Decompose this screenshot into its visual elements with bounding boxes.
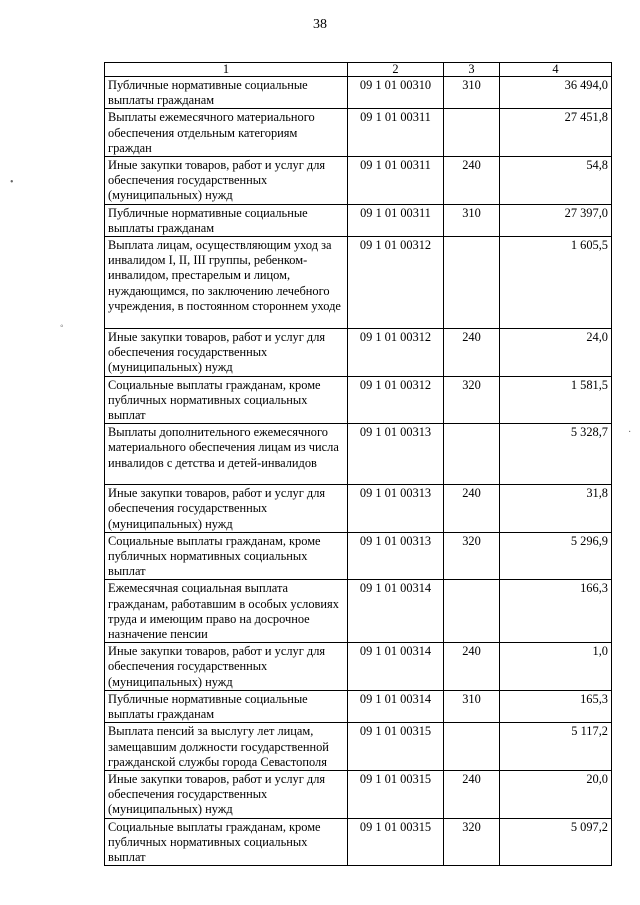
cell-expense-type: 320 xyxy=(444,376,500,424)
cell-expense-type: 320 xyxy=(444,818,500,866)
cell-amount: 5 117,2 xyxy=(500,723,612,771)
cell-expense-type: 240 xyxy=(444,329,500,377)
cell-amount: 54,8 xyxy=(500,157,612,205)
cell-code: 09 1 01 00315 xyxy=(348,818,444,866)
cell-expense-type: 310 xyxy=(444,690,500,722)
cell-name: Выплата лицам, осуществляющим уход за инвалидом I, II, III группы, ребенком-инвалидом, престарелым и лицом, нуждающимся, по заключению лечебного учреждения, в постоянном стороннем уходе xyxy=(105,237,348,329)
cell-name: Выплаты ежемесячного материального обеспечения отдельным категориям граждан xyxy=(105,109,348,157)
cell-name: Публичные нормативные социальные выплаты гражданам xyxy=(105,204,348,236)
cell-amount: 5 296,9 xyxy=(500,532,612,580)
cell-code: 09 1 01 00314 xyxy=(348,580,444,643)
table-row xyxy=(105,329,612,377)
scan-speck: • xyxy=(10,177,14,188)
table-row xyxy=(105,485,612,533)
cell-name: Социальные выплаты гражданам, кроме публичных нормативных социальных выплат xyxy=(105,532,348,580)
cell-name: Социальные выплаты гражданам, кроме публичных нормативных социальных выплат xyxy=(105,818,348,866)
cell-amount: 20,0 xyxy=(500,770,612,818)
cell-code: 09 1 01 00313 xyxy=(348,424,444,485)
table-row xyxy=(105,532,612,580)
cell-name: Публичные нормативные социальные выплаты гражданам xyxy=(105,690,348,722)
header-col-4: 4 xyxy=(500,63,612,77)
table-row xyxy=(105,818,612,866)
cell-amount: 27 451,8 xyxy=(500,109,612,157)
cell-name: Иные закупки товаров, работ и услуг для обеспечения государственных (муниципальных) нужд xyxy=(105,329,348,377)
cell-amount: 24,0 xyxy=(500,329,612,377)
budget-table xyxy=(104,62,612,866)
table-row xyxy=(105,204,612,236)
table-row xyxy=(105,157,612,205)
table-row xyxy=(105,580,612,643)
header-col-3: 3 xyxy=(444,63,500,77)
cell-code: 09 1 01 00313 xyxy=(348,532,444,580)
cell-amount: 5 097,2 xyxy=(500,818,612,866)
table-row xyxy=(105,424,612,485)
cell-code: 09 1 01 00312 xyxy=(348,376,444,424)
cell-amount: 1 605,5 xyxy=(500,237,612,329)
table-row xyxy=(105,237,612,329)
scan-speck: ◦ xyxy=(60,321,64,332)
header-col-1: 1 xyxy=(105,63,348,77)
cell-expense-type xyxy=(444,723,500,771)
cell-name: Иные закупки товаров, работ и услуг для обеспечения государственных (муниципальных) нужд xyxy=(105,643,348,691)
header-col-2: 2 xyxy=(348,63,444,77)
cell-expense-type xyxy=(444,237,500,329)
cell-expense-type: 310 xyxy=(444,204,500,236)
table-row xyxy=(105,643,612,691)
table-header-row xyxy=(105,63,612,77)
cell-amount: 1,0 xyxy=(500,643,612,691)
cell-amount: 36 494,0 xyxy=(500,77,612,109)
cell-name: Публичные нормативные социальные выплаты гражданам xyxy=(105,77,348,109)
cell-name: Иные закупки товаров, работ и услуг для обеспечения государственных (муниципальных) нужд xyxy=(105,157,348,205)
cell-code: 09 1 01 00315 xyxy=(348,723,444,771)
cell-code: 09 1 01 00312 xyxy=(348,237,444,329)
cell-expense-type: 240 xyxy=(444,157,500,205)
table-row xyxy=(105,376,612,424)
cell-expense-type: 240 xyxy=(444,770,500,818)
cell-name: Социальные выплаты гражданам, кроме публичных нормативных социальных выплат xyxy=(105,376,348,424)
cell-expense-type: 320 xyxy=(444,532,500,580)
cell-expense-type xyxy=(444,424,500,485)
table-row xyxy=(105,109,612,157)
cell-code: 09 1 01 00314 xyxy=(348,643,444,691)
cell-code: 09 1 01 00311 xyxy=(348,157,444,205)
cell-amount: 166,3 xyxy=(500,580,612,643)
page-number: 38 xyxy=(313,17,327,32)
cell-expense-type: 240 xyxy=(444,485,500,533)
scan-speck: · xyxy=(628,427,632,438)
cell-amount: 31,8 xyxy=(500,485,612,533)
cell-expense-type: 310 xyxy=(444,77,500,109)
table-row xyxy=(105,77,612,109)
cell-code: 09 1 01 00314 xyxy=(348,690,444,722)
cell-code: 09 1 01 00311 xyxy=(348,109,444,157)
cell-name: Выплаты дополнительного ежемесячного материального обеспечения лицам из числа инвалидов с детства и детей-инвалидов xyxy=(105,424,348,485)
cell-expense-type: 240 xyxy=(444,643,500,691)
cell-expense-type xyxy=(444,580,500,643)
table-row xyxy=(105,690,612,722)
cell-name: Иные закупки товаров, работ и услуг для обеспечения государственных (муниципальных) нужд xyxy=(105,770,348,818)
table-row xyxy=(105,723,612,771)
cell-amount: 5 328,7 xyxy=(500,424,612,485)
cell-name: Иные закупки товаров, работ и услуг для обеспечения государственных (муниципальных) нужд xyxy=(105,485,348,533)
cell-amount: 1 581,5 xyxy=(500,376,612,424)
cell-amount: 27 397,0 xyxy=(500,204,612,236)
cell-code: 09 1 01 00310 xyxy=(348,77,444,109)
table-row xyxy=(105,770,612,818)
cell-code: 09 1 01 00315 xyxy=(348,770,444,818)
cell-code: 09 1 01 00312 xyxy=(348,329,444,377)
cell-code: 09 1 01 00313 xyxy=(348,485,444,533)
cell-code: 09 1 01 00311 xyxy=(348,204,444,236)
cell-amount: 165,3 xyxy=(500,690,612,722)
cell-expense-type xyxy=(444,109,500,157)
cell-name: Ежемесячная социальная выплата гражданам, работавшим в особых условиях труда и имеющим право на досрочное назначение пенсии xyxy=(105,580,348,643)
cell-name: Выплата пенсий за выслугу лет лицам, замещавшим должности государственной гражданской службы города Севастополя xyxy=(105,723,348,771)
